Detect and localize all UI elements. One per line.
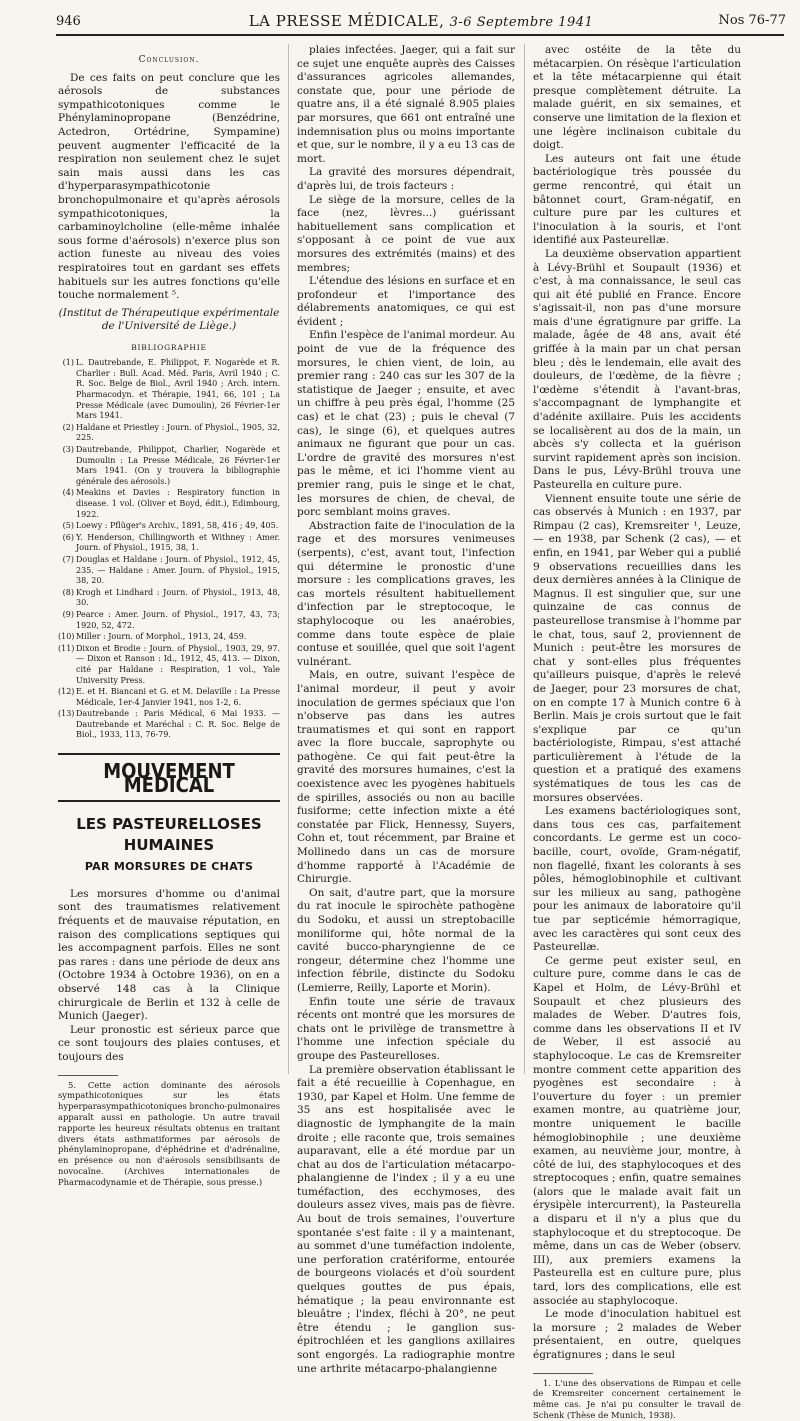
reference-text: Krogh et Lindhard : Journ. of Physiol., 1913, 48, 30. <box>76 587 280 608</box>
reference-number: (2) <box>62 422 74 432</box>
bibliography-entry <box>58 588 280 609</box>
bibliography-list <box>58 358 280 741</box>
bibliography-entry <box>58 521 280 532</box>
bibliography-entry <box>58 644 280 686</box>
reference-text: Loewy : Pflüger's Archiv., 1891, 58, 416 ; 49, 405. <box>76 521 279 531</box>
body-paragraph: Ce germe peut exister seul, en culture pure, comme dans le cas de Kapel et Holm, de Lévy-Brühl et Soupault et chez plusieurs des malades de Weber. D'autres fois, comme dans les observations II et IV de Weber, il est associé au staphylocoque. Le cas de Kremsreiter montre comment cette apparition des pyogènes est secondaire : à l'ouverture du foyer : un premier examen montre, au quatrième jour, montre uniquement le bacille hémoglobinophile ; une deuxième examen, au neuvième jour, montre, à côté de lui, des staphylocoques et des streptocoques ; enfin, quatre semaines (alors que le malade avait fait un érysipèle intercurrent), la Pasteurella a disparu et il n'y a plus que du staphylocoque et du streptocoque. De même, dans un cas de Weber (observ. III), aux premiers examens la Pasteurella est en culture pure, plus tard, lors des complications, elle est associée au staphylocoque. <box>533 954 741 1307</box>
column-3 <box>533 44 741 1420</box>
body-paragraph: Les morsures d'homme ou d'animal sont des traumatismes relativement fréquents et de mauvaise réputation, en raison des complications septiques qui les accompagnent parfois. Elles ne sont pas rares : dans une période de deux ans (Octobre 1934 à Octobre 1936), on en a observé 148 cas à la Clinique chirurgicale de Berlin et 132 à celle de Munich (Jaeger). <box>58 887 280 1023</box>
bibliography-heading: BIBLIOGRAPHIE <box>131 342 207 352</box>
body-paragraph: Mais, en outre, suivant l'espèce de l'animal mordeur, il peut y avoir inoculation de germes spéciaux que l'on n'observe pas dans les autres traumatismes et qui sont en rapport avec la flore buccale, saprophyte ou pathogène. Ce qui fait peut-être la gravité des morsures humaines, c'est la coexistence avec les pyogènes habituels de spirilles, associés ou non au bacille fusiforme; cette infection mixte a été constatée par Flick, Hennessy, Suyers, Cohn et, tout récemment, par Braine et Mollinedo dans un cas de morsure d'homme rapporté à l'Académie de Chirurgie. <box>297 669 515 886</box>
reference-number: (12) <box>58 687 75 697</box>
bibliography-entry <box>58 533 280 554</box>
footnote: 1. L'une des observations de Rimpau et celle de Kremsreiter concernent certainement le même cas. Je n'ai pu consulter le travail de Schenk (Thèse de Munich, 1938). <box>533 1377 741 1420</box>
bibliography-entry <box>58 632 280 643</box>
body-paragraph: avec ostéite de la tête du métacarpien. On résèque l'articulation et la tête métacarpienne qui était presque complètement détruite. La malade guérit, en six semaines, et conserve une limitation de la flexion et une légère inclinaison cubitale du doigt. <box>533 44 741 152</box>
body-paragraph: Le siège de la morsure, celles de la face (nez, lèvres...) guérissant habituellement sans complication et s'opposant à ce point de vue aux morsures des extrémités (mains) et des membres; <box>297 193 515 274</box>
bibliography-entry <box>58 709 280 741</box>
article-title-line-2: HUMAINES <box>123 836 215 855</box>
reference-number: (11) <box>58 643 75 653</box>
conclusion-heading: Conclusion. <box>138 55 200 65</box>
header-rule <box>56 34 784 36</box>
institute-credit: (Institut de Thérapeutique expérimentale de l'Université de Liège.) <box>58 306 280 332</box>
reference-text: Dautrebande : Paris Médical, 6 Mai 1933. — Dautrebande et Maréchal : C. R. Soc. Belge de Biol., 1933, 113, 76-79. <box>76 709 280 740</box>
body-paragraph: plaies infectées. Jaeger, qui a fait sur ce sujet une enquête auprès des Caisses d'assurances agricoles allemandes, constate que, pour une période de quatre ans, il a été signalé 8.905 plaies par morsures, que 661 ont entraîné une indemnisation plus ou moins importante et que, sur le nombre, il y a eu 13 cas de mort. <box>297 44 515 165</box>
issue-date: 3-6 Septembre 1941 <box>449 15 594 30</box>
footnote-separator <box>58 1075 118 1076</box>
reference-number: (5) <box>62 521 74 531</box>
section-title: MOUVEMENT MÉDICAL <box>103 759 235 797</box>
body-paragraph: Les examens bactériologiques sont, dans tous ces cas, parfaitement concordants. Le germe est un coco-bacille, court, ovoïde, Gram-négatif, non flagellé, fixant les colorants à ses pôles, hémoglobinophile et cultivant sur les milieux au sang, pathogène pour les animaux de laboratoire qu'il tue par septicémie hémorragique, avec les caractères qui sont ceux des Pasteurellæ. <box>533 805 741 954</box>
body-paragraph: L'étendue des lésions en surface et en profondeur et l'importance des délabrements anatomiques, ce qui est évident ; <box>297 275 515 328</box>
article-title <box>58 814 280 856</box>
body-paragraph: La deuxième observation appartient à Lévy-Brühl et Soupault (1936) et c'est, à ma connaissance, le seul cas qui ait été publié en France. Encore s'agissait-il, non pas d'une morsure mais d'une égratignure par griffe. La malade, âgée de 48 ans, avait été griffée à la main par un chat persan bleu ; dès le lendemain, elle avait des douleurs, de l'œdème, de la fièvre ; l'œdème s'étendit à l'avant-bras, s'accompagnant de lymphangite et d'adénite axillaire. Puis les accidents se localisèrent au dos de la main, un abcès s'y collecta et la guérison survint rapidement après son incision. Dans le pus, Lévy-Brühl trouva une Pasteurella en culture pure. <box>533 247 741 491</box>
page-number: 946 <box>56 14 81 29</box>
reference-number: (6) <box>62 532 74 542</box>
body-paragraph: Abstraction faite de l'inoculation de la rage et des morsures venimeuses (serpents), c'est, avant tout, l'infection qui détermine le pronostic d'une morsure : les complications graves, les cas mortels résultent habituellement d'infection par le streptocoque, le staphylocoque ou les anaérobies, comme dans toute espèce de plaie contuse et souillée, quel que soit l'agent vulnérant. <box>297 519 515 668</box>
reference-text: Dautrebande, Philippot, Charlier, Nogarède et Dumoulin : La Presse Médicale, 26 Février-1er Mars 1941. (On y trouvera la bibliographie générale des aérosols.) <box>76 445 280 486</box>
body-paragraph: Viennent ensuite toute une série de cas observés à Munich : en 1937, par Rimpau (2 cas), Kremsreiter ¹, Leuze, — en 1938, par Schenk (2 cas), — et enfin, en 1941, par Weber qui a publié 9 observations recueillies dans les deux dernières années à la Clinique de Magnus. Il est singulier que, sur une quinzaine de cas connus de pasteurellose transmise à l'homme par le chat, tous, sauf 2, proviennent de Munich : peut-être les morsures de chat y sont-elles plus fréquentes qu'ailleurs puisque, d'après le relevé de Jaeger, pour 23 morsures de chat, on en compte 17 à Munich contre 6 à Berlin. Mais je crois surtout que le fait s'explique par ce qu'un bactériologiste, Rimpau, s'est attaché particulièrement à l'étude de la question et a pratiqué des examens systématiques de tous les cas de morsures observées. <box>533 492 741 804</box>
body-paragraph: Enfin toute une série de travaux récents ont montré que les morsures de chats ont le privilège de transmettre à l'homme une infection spéciale du groupe des Pasteurelloses. <box>297 995 515 1062</box>
body-paragraph: Enfin l'espèce de l'animal mordeur. Au point de vue de la fréquence des morsures, le chien vient, de loin, au premier rang : 240 cas sur les 307 de la statistique de Jaeger ; ensuite, et avec un chiffre à peu près égal, l'homme (25 cas) et le chat (23) ; puis le cheval (7 cas), le singe (6), et quelques autres animaux ne figurant que pour un cas. L'ordre de gravité des morsures n'est pas le même, et ici l'homme vient au premier rang, puis le singe et le chat, les morsures de chien, de cheval, de porc semblant moins graves. <box>297 329 515 519</box>
bibliography-entry <box>58 687 280 708</box>
body-paragraph: Le mode d'inoculation habituel est la morsure ; 2 malades de Weber présentaient, en outre, quelques égratignures ; dans le seul <box>533 1308 741 1361</box>
reference-text: Y. Henderson, Chillingworth et Withney : Amer. Journ. of Physiol., 1915, 38, 1. <box>76 532 280 553</box>
body-paragraph: La première observation établissant le fait a été recueillie à Copenhague, en 1930, par Kapel et Holm. Une femme de 35 ans est hospitalisée avec le diagnostic de lymphangite de la main droite ; elle raconte que, trois semaines auparavant, elle a été mordue par un chat au dos de l'articulation métacarpo-phalangienne de l'index ; il y a eu une tuméfaction, des ecchymoses, des douleurs assez vives, mais pas de fièvre. Au bout de trois semaines, l'ouverture spontanée s'est faite : il y a maintenant, au sommet d'une tuméfaction indolente, une perforation cratériforme, entourée de bourgeons violacés et d'où sourdent quelques gouttes de pus épais, hématique ; la peau environnante est bleuâtre ; l'index, fléchi à 20°, ne peut être étendu ; le ganglion sus-épitrochléen et les ganglions axillaires sont engorgés. La radiographie montre une arthrite métacarpo-phalangienne <box>297 1063 515 1375</box>
section-rule-bottom <box>58 800 280 802</box>
column-1 <box>58 44 280 1187</box>
reference-number: (13) <box>58 709 75 719</box>
reference-text: E. et H. Biancani et G. et M. Delaville : La Presse Médicale, 1er-4 Janvier 1941, nos 1-2, 6. <box>76 687 280 707</box>
bibliography-entry <box>58 555 280 587</box>
body-paragraph: La gravité des morsures dépendrait, d'après lui, de trois facteurs : <box>297 166 515 192</box>
section-rule-top <box>58 753 280 755</box>
footnote: 5. Cette action dominante des aérosols sympathicotoniques sur les états hyperparasympathicotoniques broncho-pulmonaires apparaît aussi en pathologie. Un autre travail rapporte les heureux résultats obtenus en traitant divers états asthmatiformes par aérosols de phénylaminopropane, d'éphédrine et d'adrénaline, en présence ou non d'aérosols sensibilisants de novocaïne. (Archives internationales de Pharmacodynamie et de Thérapie, sous presse.) <box>58 1079 280 1187</box>
reference-text: Haldane et Priestley : Journ. of Physiol., 1905, 32, 225. <box>76 422 280 443</box>
reference-text: Meakins et Davies : Respiratory function in disease. 1 vol. (Oliver et Boyd, édit.), Edimbourg, 1922. <box>76 488 280 519</box>
bibliography-entry <box>58 610 280 631</box>
body-paragraph: Les auteurs ont fait une étude bactériologique très poussée du germe rencontré, qui était un bâtonnet court, Gram-négatif, en culture pure par les cultures et l'inoculation à la souris, et l'ont identifié aux Pasteurellæ. <box>533 152 741 247</box>
bibliography-entry <box>58 445 280 487</box>
reference-text: Miller : Journ. of Morphol., 1913, 24, 459. <box>76 632 247 642</box>
bibliography-entry <box>58 358 280 422</box>
reference-text: Dixon et Brodie : Journ. of Physiol., 1903, 29, 97. — Dixon et Ranson : Id., 1912, 45, 413. — Dixon, cité par Haldane : Respiration, 1 vol., Yale University Press. <box>76 643 280 685</box>
body-paragraph: Leur pronostic est sérieux parce que ce sont toujours des plaies contuses, et toujours des <box>58 1023 280 1063</box>
column-divider <box>524 44 525 1074</box>
issue-number: Nos 76-77 <box>718 13 786 28</box>
conclusion-paragraph: De ces faits on peut conclure que les aérosols de substances sympathicotoniques comme le Phénylaminopropane (Benzédrine, Actedron, Ortédrine, Sympamine) peuvent augmenter l'efficacité de la respiration non seulement chez le sujet sain mais aussi dans les cas d'hyperparasympathicotonie bronchopulmonaire et qu'après aérosols sympathicotoniques, la carbaminoylcholine (elle-même inhalée sous forme d'aérosols) n'exerce plus son action funeste au niveau des voies respiratoires tout en gardant ses effets habituels sur les autres fonctions qu'elle touche normalement ⁵. <box>58 71 280 302</box>
reference-text: Douglas et Haldane : Journ. of Physiol., 1912, 45, 235. — Haldane : Amer. Journ. of Physiol., 1915, 38, 20. <box>76 554 280 586</box>
reference-number: (1) <box>62 358 74 368</box>
page-header <box>56 8 786 34</box>
column-2 <box>297 44 515 1375</box>
reference-number: (10) <box>58 632 75 642</box>
reference-number: (4) <box>62 488 74 498</box>
bibliography-entry <box>58 488 280 520</box>
journal-name: LA PRESSE MÉDICALE, <box>248 12 445 30</box>
reference-number: (9) <box>62 609 74 619</box>
reference-number: (8) <box>62 587 74 597</box>
reference-text: L. Dautrebande, E. Philippot, F. Nogarède et R. Charlier : Bull. Acad. Méd. Paris, Avril 1940 ; C. R. Soc. Belge de Biol., Avril 1940 ; Arch. intern. Pharmacodyn. et Thérapie, 1941, 66, 101 ; La Presse Médicale (avec Dumoulin), 26 Février-1er Mars 1941. <box>76 358 280 421</box>
reference-number: (7) <box>62 554 74 564</box>
article-subtitle: PAR MORSURES DE CHATS <box>84 860 254 874</box>
bibliography-entry <box>58 423 280 444</box>
article-title-line-1: LES PASTEURELLOSES <box>76 815 262 834</box>
reference-number: (3) <box>62 445 74 455</box>
reference-text: Pearce : Amer. Journ. of Physiol., 1917, 43, 73; 1920, 52, 472. <box>76 609 280 630</box>
journal-title <box>56 12 786 30</box>
footnote-separator <box>533 1373 593 1374</box>
column-divider <box>288 44 289 1074</box>
body-paragraph: On sait, d'autre part, que la morsure du rat inocule le spirochète pathogène du Sodoku, et aussi un streptobacille moniliforme qui, hôte normal de la cavité bucco-pharyngienne de ce rongeur, détermine chez l'homme une infection fébrile, distincte du Sodoku (Lemierre, Reilly, Laporte et Morin). <box>297 886 515 994</box>
